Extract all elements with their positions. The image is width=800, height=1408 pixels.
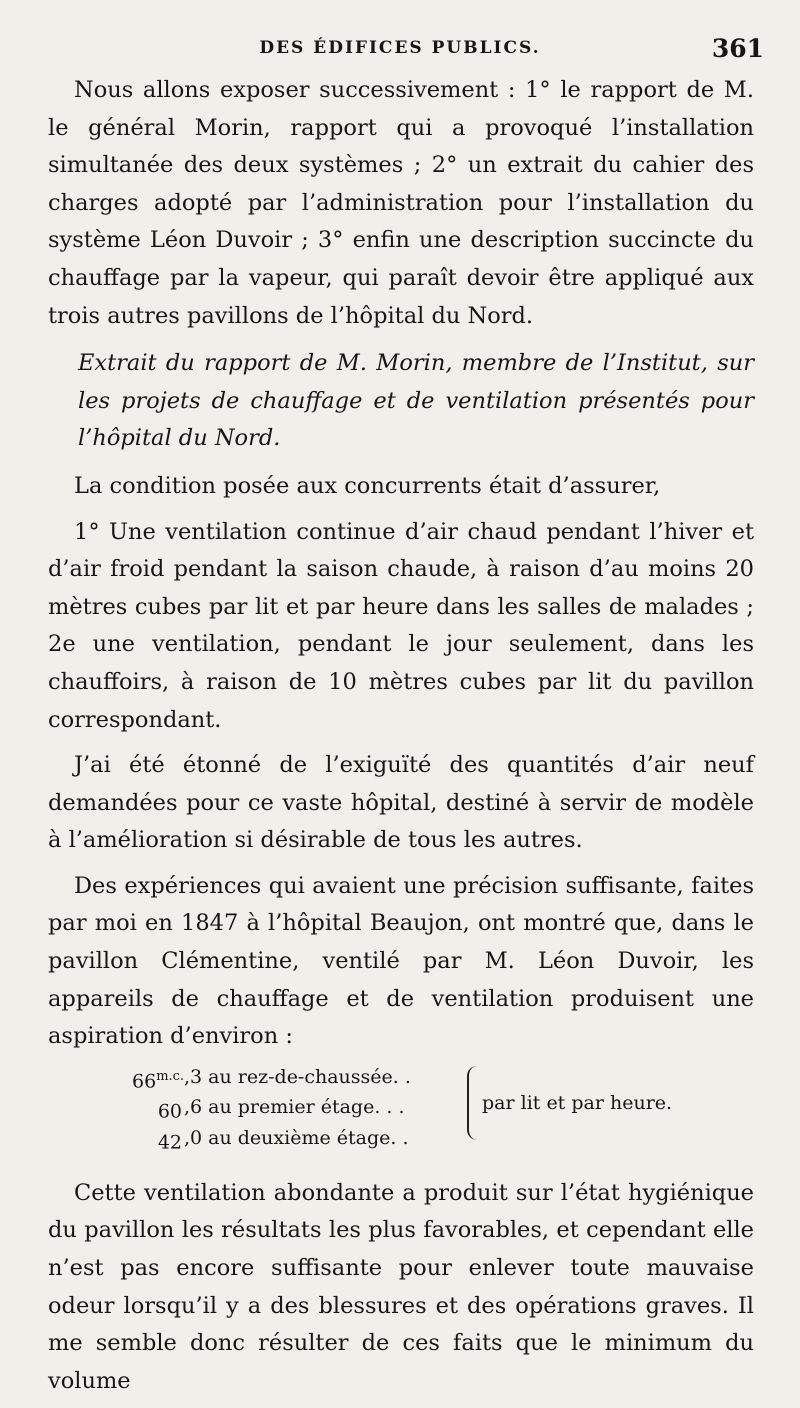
running-header: [0, 34, 800, 70]
page-number: 361: [711, 34, 764, 63]
extract-heading: Extrait du rapport de M. Morin, membre de l’Institut, sur les projets de chauffage et de ventilation présentés pour l’hôpital du Nord.: [78, 350, 754, 452]
measurement-value: 60: [157, 1100, 182, 1123]
page-body: [48, 72, 754, 1408]
measurement-value: $66^{m.c.}$: [132, 1068, 185, 1093]
measurement-desc: ,3 au rez-de-chaussée. .: [184, 1065, 411, 1088]
paragraph-condition: La condition posée aux concurrents était d’assurer,: [74, 472, 661, 499]
measurement-list: [132, 1064, 754, 1155]
running-title: DES ÉDIFICES PUBLICS.: [259, 38, 541, 58]
paragraph-conclusion: Cette ventilation abondante a produit sur l’état hygiénique du pavillon les résultats les plus favorables, et cependant elle n’est pas encore suffisante pour enlever toute mauvaise odeur lorsqu’il y a des blessures et des opérations graves. Il me semble donc résulter de ces faits que le minimum du volume: [48, 1179, 754, 1394]
paragraph-intro: Nous allons exposer successivement : 1° le rapport de M. le général Morin, rapport qui a provoqué l’installation simultanée des deux systèmes ; 2° un extrait du cahier des charges adopté par l’administration pour l’installation du système Léon Duvoir ; 3° enfin une description succincte du chauffage par la vapeur, qui paraît devoir être appliqué aux trois autres pavillons de l’hôpital du Nord.: [48, 77, 754, 329]
brace-icon: [467, 1066, 481, 1140]
measurement-desc: ,0 au deuxième étage. .: [184, 1126, 409, 1149]
measurement-desc: ,6 au premier étage. . .: [184, 1096, 405, 1119]
paragraph-astonishment: J’ai été étonné de l’exiguïté des quantités d’air neuf demandées pour ce vaste hôpital, destiné à servir de modèle à l’amélioration si désirable de tous les autres.: [48, 752, 754, 854]
paragraph-experiments: Des expériences qui avaient une précision suffisante, faites par moi en 1847 à l’hôpital Beaujon, ont montré que, dans le pavillon Clémentine, ventilé par M. Léon Duvoir, les appareils de chauffage et de ventilation produisent une aspiration d’environ :: [48, 872, 754, 1050]
measurement-value: 42: [157, 1130, 182, 1153]
measurement-row: [132, 1125, 754, 1155]
measurement-note: par lit et par heure.: [482, 1091, 673, 1114]
paragraph-requirements: 1° Une ventilation continue d’air chaud pendant l’hiver et d’air froid pendant la saison chaude, à raison d’au moins 20 mètres cubes par lit et par heure dans les salles de malades ; 2e une ventilation, pendant le jour seulement, dans les chauffoirs, à raison de 10 mètres cubes par lit du pavillon correspondant.: [48, 518, 754, 733]
